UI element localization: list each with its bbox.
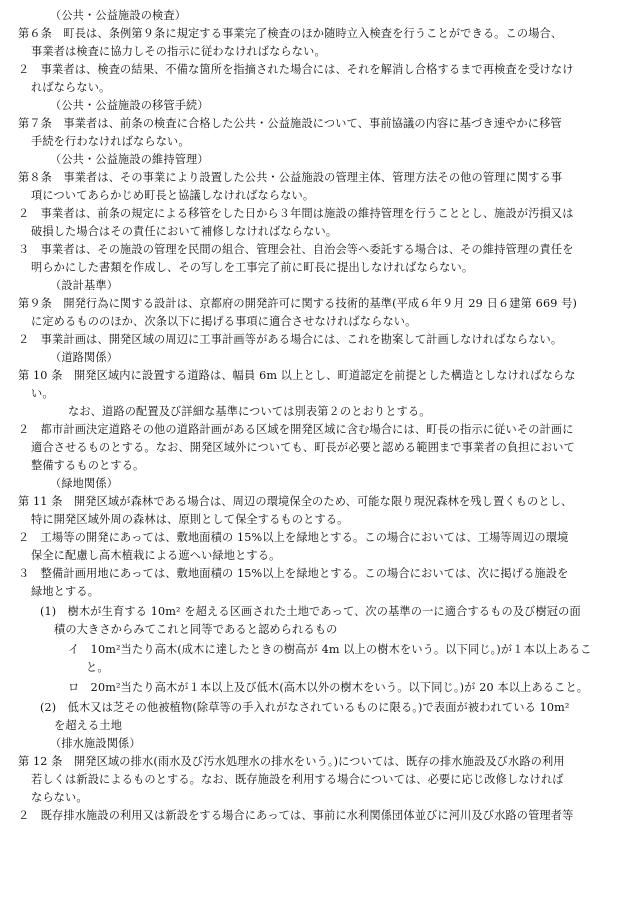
article-10-paragraph-2-continued-2: 整備するものとする。 (31, 459, 145, 472)
article-7-continued: 手続を行わなければならない。 (31, 135, 190, 148)
caption-roads: （道路関係） (50, 351, 119, 364)
caption-drainage: （排水施設関係） (50, 737, 141, 750)
article-6-continued: 事業者は検査に協力しその指示に従わなければならない。 (31, 45, 326, 58)
caption-maintenance: （公共・公益施設の維持管理） (50, 153, 209, 166)
article-11: 第 11 条 開発区域が森林である場合は、周辺の環境保全のため、可能な限り現況森林を残し置くものとし、 (18, 495, 573, 508)
article-10-paragraph-2: ２ 都市計画決定道路その他の道路計画がある区域を開発区域に含む場合には、町長の指示に従いその計画に (18, 423, 574, 436)
article-10-continued: い。 (31, 387, 54, 400)
article-11-continued: 特に開発区域外周の森林は、原則として保全するものとする。 (31, 513, 349, 526)
article-12-continued-1: 若しくは新設によるものとする。なお、既存施設を利用する場合については、必要に応じ改修しなければ (31, 773, 564, 786)
article-8: 第８条 事業者は、その事業により設置した公共・公益施設の管理主体、管理方法その他の管理に関する事 (18, 171, 563, 184)
article-8-paragraph-2: ２ 事業者は、前条の規定による移管をした日から３年間は施設の維持管理を行うこととし、施設が汚損又は (18, 207, 574, 220)
article-11-paragraph-2-continued: 保全に配慮し高木植栽による遮へい緑地とする。 (31, 549, 281, 562)
article-8-paragraph-3: ３ 事業者は、その施設の管理を民間の組合、管理会社、自治会等へ委託する場合は、その維持管理の責任を (18, 243, 574, 256)
article-10-paragraph-2-continued-1: 適合させるものとする。なお、開発区域外についても、町長が必要と認める範囲まで事業者の負担において (31, 441, 575, 454)
subitem-1: (1) 樹木が生育する 10m² を超える区画された土地であって、次の基準の一に適合するもの及び樹冠の面 (40, 605, 581, 618)
caption-design-standards: （設計基準） (50, 279, 119, 292)
article-8-paragraph-2-continued: 破損した場合はその責任において補修しなければならない。 (31, 225, 338, 238)
article-9-continued: に定めるもののほか、次条以下に掲げる事項に適合させなければならない。 (31, 315, 417, 328)
article-6-paragraph-2-continued: ればならない。 (31, 81, 111, 94)
article-11-paragraph-3-continued: 緑地とする。 (31, 585, 100, 598)
article-7: 第７条 事業者は、前条の検査に合格した公共・公益施設について、事前協議の内容に基づき速やかに移管 (18, 117, 562, 130)
caption-public-facility-inspection: （公共・公益施設の検査） (50, 9, 187, 22)
caption-green-space: （緑地関係） (50, 477, 119, 490)
article-11-paragraph-2: ２ 工場等の開発にあっては、敷地面積の 15%以上を緑地とする。この場合においては、工場等周辺の環境 (18, 531, 569, 544)
article-9: 第９条 開発行為に関する設計は、京都府の開発許可に関する技術的基準(平成６年９月 29 日６建第 669 号) (18, 297, 578, 310)
subitem-i-continued: と。 (86, 661, 109, 674)
article-12-paragraph-2: ２ 既存排水施設の利用又は新設をする場合にあっては、事前に水利関係団体並びに河川及び水路の管理者等 (18, 809, 574, 822)
article-12: 第 12 条 開発区域の排水(雨水及び汚水処理水の排水をいう。)については、既存の排水施設及び水路の利用 (18, 755, 565, 768)
article-8-continued: 項についてあらかじめ町長と協議しなければならない。 (31, 189, 315, 202)
subitem-ro: ロ 20m²当たり高木が１本以上及び低木(高木以外の樹木をいう。以下同じ。)が 20 本以上あること。 (68, 681, 589, 694)
article-11-paragraph-3: ３ 整備計画用地にあっては、敷地面積の 15%以上を緑地とする。この場合においては、次に掲げる施設を (18, 567, 569, 580)
article-8-paragraph-3-continued: 明らかにした書類を作成し、その写しを工事完了前に町長に提出しなければならない。 (31, 261, 474, 274)
article-10-note: なお、道路の配置及び詳細な基準については別表第２のとおりとする。 (68, 405, 431, 418)
article-12-continued-2: ならない。 (31, 791, 88, 804)
article-6-paragraph-2: ２ 事業者は、検査の結果、不備な箇所を指摘された場合には、それを解消し合格するまで再検査を受けなけ (18, 63, 574, 76)
subitem-i: イ 10m²当たり高木(成木に達したときの樹高が 4m 以上の樹木をいう。以下同じ。)が１本以上あるこ (68, 643, 592, 656)
article-10: 第 10 条 開発区域内に設置する道路は、幅員 6m 以上とし、町道認定を前提とした構造としなければならな (18, 369, 576, 382)
article-6: 第６条 町長は、条例第９条に規定する事業完了検査のほか随時立入検査を行うことができる。この場合、 (18, 27, 563, 40)
article-9-paragraph-2: ２ 事業計画は、開発区域の周辺に工事計画等がある場合には、これを勘案して計画しなければならない。 (18, 333, 563, 346)
subitem-2-continued: を超える土地 (54, 719, 123, 732)
subitem-1-continued: 積の大きさからみてこれと同等であると認められるもの (54, 623, 338, 636)
subitem-2: (2) 低木又は芝その他被植物(除草等の手入れがなされているものに限る。)で表面が被われている 10m² (40, 701, 570, 714)
caption-transfer-procedure: （公共・公益施設の移管手続） (50, 99, 209, 112)
